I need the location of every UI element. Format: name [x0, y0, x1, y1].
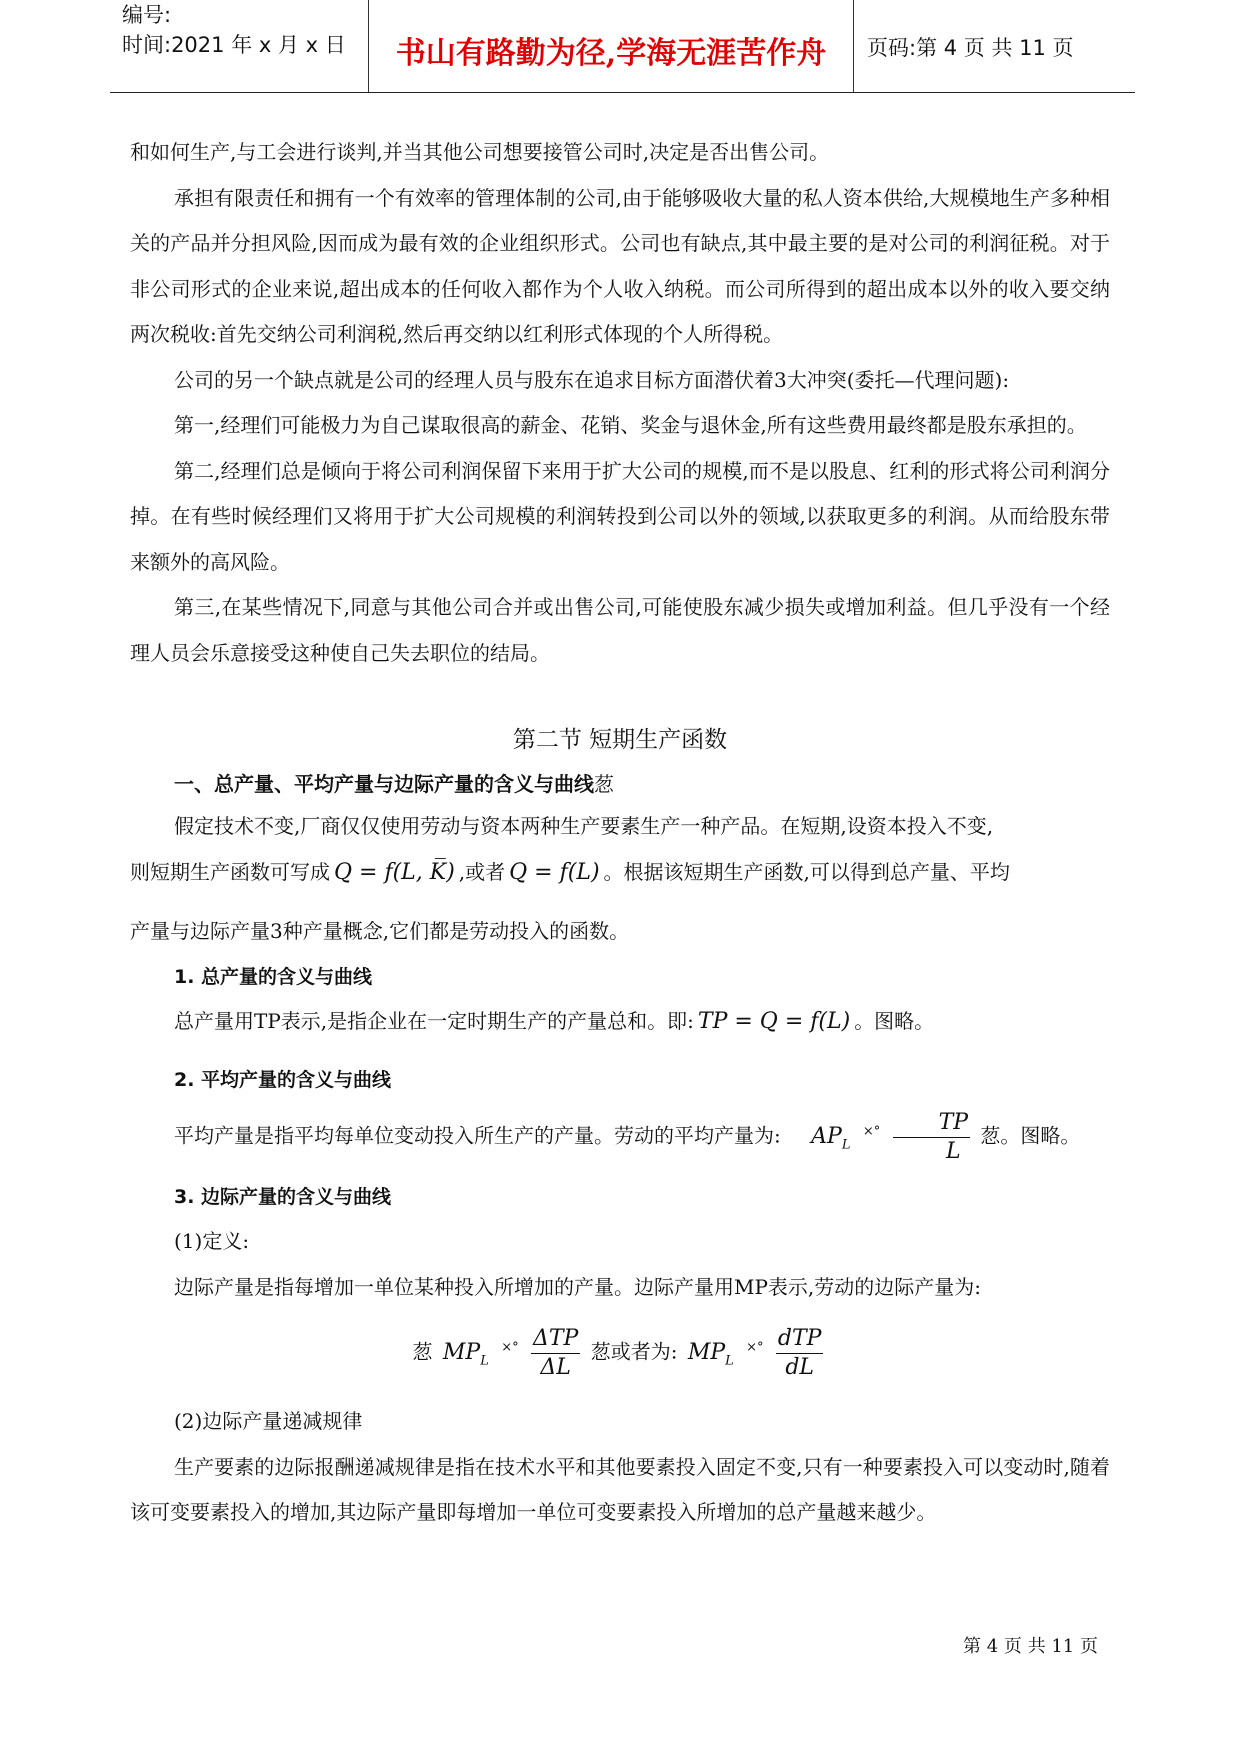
heading-tail: 䓤: [594, 772, 614, 796]
ap-symbol: AP: [811, 1123, 842, 1149]
formula-production-function: Q = f(L): [509, 859, 600, 885]
mp-subscript: L: [480, 1353, 489, 1369]
header-page-number: 页码:第 4 页 共 11 页: [867, 36, 1074, 60]
paragraph: 公司的另一个缺点就是公司的经理人员与股东在追求目标方面潜伏着3大冲突(委托—代理问题):: [174, 367, 1010, 392]
section-title: 第二节 短期生产函数: [512, 727, 728, 753]
text: 平均产量是指平均每单位变动投入所生产的产量。劳动的平均产量为:: [174, 1123, 781, 1148]
mp-fraction-derivative: [776, 1325, 824, 1382]
paragraph: 产量与边际产量3种产量概念,它们都是劳动投入的函数。: [130, 919, 630, 943]
document-date-label: 时间:2021 年 x 月 x 日: [122, 33, 346, 57]
heading-level-1: [130, 764, 1110, 804]
heading-total-product: 1. 总产量的含义与曲线: [174, 965, 373, 988]
text: 总产量用TP表示,是指企业在一定时期生产的产量总和。即:: [174, 1008, 694, 1033]
header-divider: [853, 0, 854, 92]
text: 。图略。: [854, 1008, 935, 1033]
formula-short-run-production: Q = f(L, K̅): [334, 859, 455, 885]
paragraph: 假定技术不变,厂商仅仅使用劳动与资本两种生产要素生产一种产品。在短期,设资本投入不变,: [174, 814, 994, 838]
ap-subscript: L: [841, 1137, 851, 1153]
heading-marginal-product: 3. 边际产量的含义与曲线: [174, 1186, 392, 1209]
fraction-denominator: L: [946, 1138, 961, 1164]
fraction-numerator: ΔTP: [531, 1325, 580, 1354]
heading-text: 一、总产量、平均产量与边际产量的含义与曲线: [174, 772, 594, 796]
fraction-denominator: dL: [785, 1354, 815, 1380]
text: 䓤。图略。: [980, 1123, 1081, 1148]
fraction-numerator: dTP: [776, 1325, 824, 1354]
page-header: [110, 0, 1135, 93]
mp-symbol: MP: [687, 1339, 726, 1365]
text: 则短期生产函数可写成: [130, 859, 330, 884]
text: 䓤或者为:: [590, 1339, 678, 1364]
header-motto: 书山有路勤为径,学海无涯苦作舟: [395, 36, 827, 71]
formula-marginal-product: [130, 1316, 1110, 1393]
heading-average-product: 2. 平均产量的含义与曲线: [174, 1069, 392, 1091]
text: 。根据该短期生产函数,可以得到总产量、平均: [603, 859, 1010, 884]
equals-symbol: ×°: [746, 1340, 764, 1356]
paragraph-with-formula: [130, 1102, 1110, 1175]
paragraph: 边际产量是指每增加一单位某种投入所增加的产量。边际产量用MP表示,劳动的边际产量为:: [174, 1274, 982, 1299]
paragraph: 和如何生产,与工会进行谈判,并当其他公司想要接管公司时,决定是否出售公司。: [130, 140, 830, 164]
formula-total-product: TP = Q = f(L): [697, 1008, 851, 1034]
paragraph: 承担有限责任和拥有一个有效率的管理体制的公司,由于能够吸收大量的私人资本供给,大规模地生产多种相关的产品并分担风险,因而成为最有效的企业组织形式。公司也有缺点,其中最主要的是对公司的利润征税。对于非公司形式的企业来说,超出成本的任何收入都作为个人收入纳税。而公司所得到的超出成本以外的收入要交纳两次税收:首先交纳公司利润税,然后再交纳以红利形式体现的个人所得税。: [130, 185, 1110, 346]
equals-symbol: ×°: [862, 1124, 881, 1139]
mp-fraction-delta: [531, 1325, 580, 1382]
equals-symbol: ×°: [501, 1340, 519, 1356]
formula-ap-fraction: [893, 1109, 970, 1166]
mp-subscript: L: [725, 1353, 734, 1369]
paragraph: 第二,经理们总是倾向于将公司利润保留下来用于扩大公司的规模,而不是以股息、红利的形式将公司利润分掉。在有些时候经理们又将用于扩大公司规模的利润转投到公司以外的领域,以获取更多的利润。从而给股东带来额外的高风险。: [130, 458, 1110, 574]
subheading-law: (2)边际产量递减规律: [174, 1409, 363, 1434]
document-body: [130, 130, 1110, 1536]
paragraph: 第三,在某些情况下,同意与其他公司合并或出售公司,可能使股东减少损失或增加利益。但几乎没有一个经理人员会乐意接受这种使自己失去职位的结局。: [130, 595, 1110, 665]
page-footer: 第 4 页 共 11 页: [963, 1636, 1098, 1657]
mp-symbol: MP: [442, 1339, 481, 1365]
fraction-numerator: TP: [893, 1109, 970, 1138]
formula-ap-lhs: [811, 1123, 851, 1153]
mp-lhs: [442, 1339, 489, 1369]
paragraph-with-formula: [130, 850, 1110, 896]
text: ,或者: [458, 859, 506, 884]
header-meta: [122, 0, 372, 60]
mp-lhs: [687, 1339, 734, 1369]
fraction-denominator: ΔL: [540, 1354, 571, 1380]
paragraph: 第一,经理们可能极力为自己谋取很高的薪金、花销、奖金与退休金,所有这些费用最终都是股东承担的。: [174, 413, 1087, 437]
paragraph: 生产要素的边际报酬递减规律是指在技术水平和其他要素投入固定不变,只有一种要素投入可以变动时,随着该可变要素投入的增加,其边际产量即每增加一单位可变要素投入所增加的总产量越来越少。: [130, 1454, 1110, 1525]
paragraph-with-formula: [130, 999, 1110, 1045]
subheading-definition: (1)定义:: [174, 1229, 250, 1254]
document-number-label: 编号:: [122, 3, 172, 27]
text: 䓤: [412, 1339, 433, 1364]
